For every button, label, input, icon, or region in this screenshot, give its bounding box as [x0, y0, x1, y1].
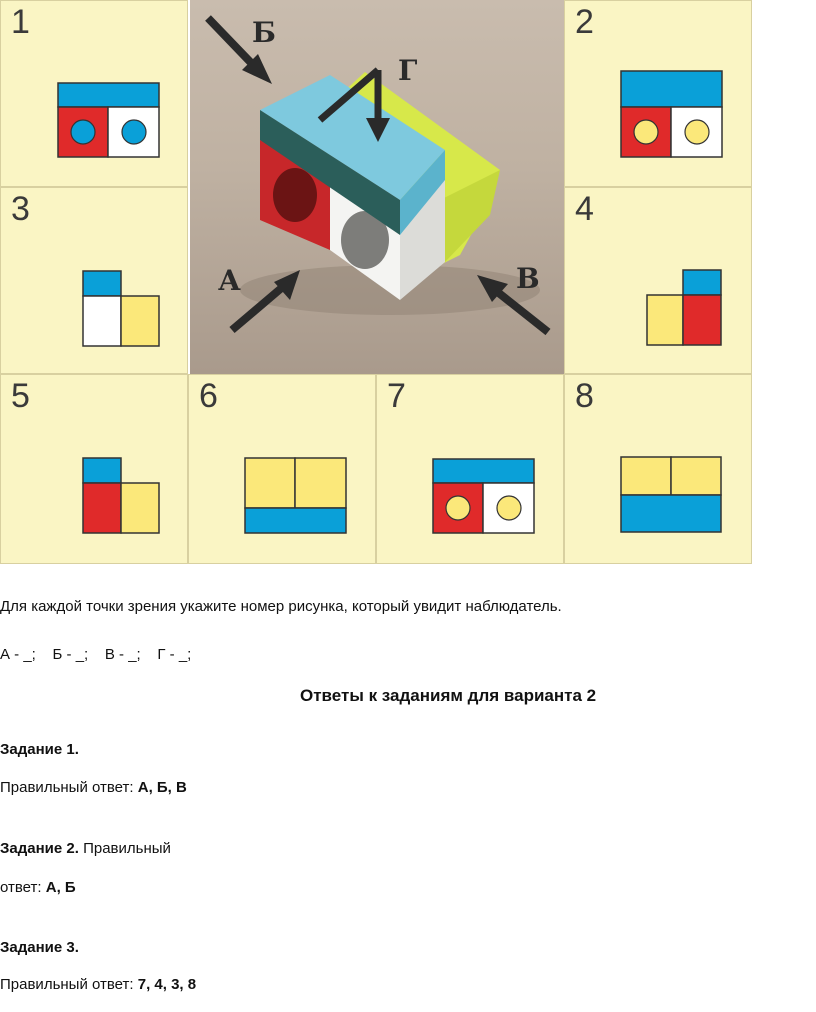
view-figure: [377, 375, 565, 565]
card-number: 7: [387, 377, 406, 415]
card-number: 2: [575, 3, 594, 41]
answer-label: ответ:: [0, 879, 46, 896]
answers-heading: Ответы к заданиям для варианта 2: [300, 686, 597, 705]
answer-value: А, Б, В: [137, 779, 187, 796]
view-figure: [565, 188, 753, 375]
answer-blanks: А - _; Б - _; В - _; Г - _;: [0, 646, 192, 663]
card-number: 5: [11, 377, 30, 415]
view-figure: [1, 188, 189, 375]
arrow-label-g: Г: [398, 54, 418, 87]
cube-photo: [190, 0, 564, 374]
card-2: [564, 0, 752, 187]
task3-answer: [0, 976, 196, 994]
card-1: [0, 0, 188, 187]
arrow-label-a: А: [218, 264, 241, 297]
arrow-label-v: В: [516, 262, 540, 295]
view-figure: [565, 1, 753, 188]
card-4: [564, 187, 752, 374]
arrow-label-b: Б: [252, 16, 276, 49]
question-text: Для каждой точки зрения укажите номер рисунка, который увидит наблюдатель.: [0, 598, 562, 615]
view-figure: [565, 375, 753, 565]
view-figure: [1, 1, 189, 188]
card-number: 4: [575, 190, 594, 228]
card-number: 3: [11, 190, 30, 228]
view-figure: [1, 375, 189, 565]
task1-title: Задание 1.: [0, 741, 79, 758]
card-7: [376, 374, 564, 564]
answer-value: А, Б: [45, 879, 76, 896]
answer-label: Правильный ответ:: [0, 779, 138, 796]
card-5: [0, 374, 188, 564]
answer-label: Правильный ответ:: [0, 976, 138, 993]
task2-answer: [0, 879, 76, 897]
card-number: 6: [199, 377, 218, 415]
card-number: 1: [11, 3, 30, 41]
task2-line1: [0, 840, 171, 858]
answer-label: Правильный: [78, 840, 171, 857]
task1-answer: [0, 779, 187, 797]
card-8: [564, 374, 752, 564]
answer-value: 7, 4, 3, 8: [137, 976, 197, 993]
task2-title: Задание 2.: [0, 840, 79, 857]
card-3: [0, 187, 188, 374]
card-number: 8: [575, 377, 594, 415]
view-figure: [189, 375, 377, 565]
card-6: [188, 374, 376, 564]
task3-title: Задание 3.: [0, 939, 79, 956]
